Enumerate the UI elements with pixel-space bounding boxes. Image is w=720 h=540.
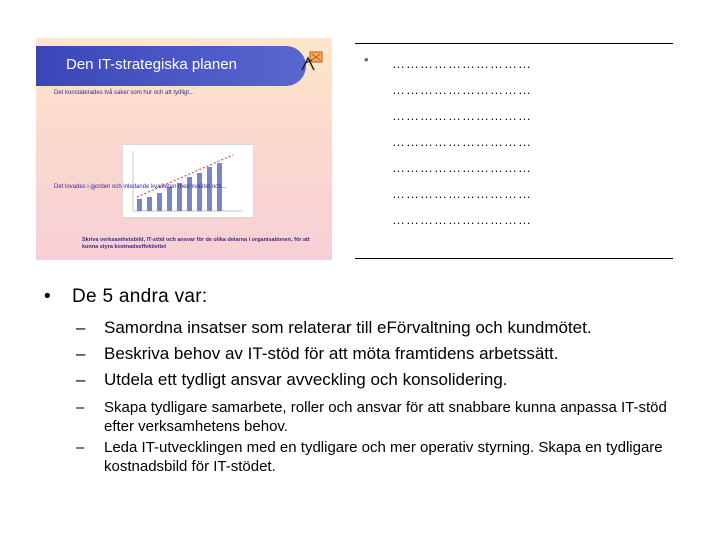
dotted-line: ………………………… [392, 56, 532, 71]
thumbnail-chart [122, 144, 254, 218]
thumbnail-bullet-1: Det konstaterades två saker som hur och att tydligt... [54, 90, 195, 96]
list-dash: – [76, 439, 85, 456]
list-item-text: Skapa tydligare samarbete, roller och ansvar för att snabbare kunna anpassa IT-stöd efter verksamhetens behov. [104, 399, 667, 435]
dotted-line: ………………………… [392, 186, 532, 201]
list-dash: – [76, 344, 86, 363]
main-bullet: • [44, 286, 51, 307]
thumbnail-bullet-2: Det lovades i gjorden och inledande kvaliteten med kvalitet och... [54, 184, 227, 190]
list-item-text: Samordna insatser som relaterar till eFörvaltning och kundmötet. [104, 318, 592, 337]
box-top-rule [355, 43, 673, 44]
thumbnail-title-bar [36, 46, 306, 86]
thumbnail-title: Den IT-strategiska planen [66, 56, 237, 73]
slide-thumbnail [36, 38, 332, 260]
box-bottom-rule [355, 258, 673, 259]
main-heading-text: De 5 andra var: [72, 286, 208, 307]
logo-icon [300, 50, 324, 72]
list-dash: – [76, 370, 86, 389]
dotted-line: ………………………… [392, 134, 532, 149]
list-dash: – [76, 318, 86, 337]
dotted-line: ………………………… [392, 212, 532, 227]
dotted-line: ………………………… [392, 160, 532, 175]
dotted-line: ………………………… [392, 82, 532, 97]
list-item-text: Leda IT-utvecklingen med en tydligare och mer operativ styrning. Skapa en tydligare kostnadsbild för IT-stödet. [104, 439, 663, 475]
box-bullet: • [364, 52, 369, 67]
dotted-line: ………………………… [392, 108, 532, 123]
thumbnail-sub-text: Skriva verksamhetsbild, IT-stöd och ansvar för de olika delarna i organisationen, för att kunna styra kostnadseffektivitet [82, 237, 310, 250]
list-item-text: Utdela ett tydligt ansvar avveckling och konsolidering. [104, 370, 508, 389]
list-dash: – [76, 399, 85, 416]
list-item-text: Beskriva behov av IT-stöd för att möta framtidens arbetssätt. [104, 344, 559, 363]
